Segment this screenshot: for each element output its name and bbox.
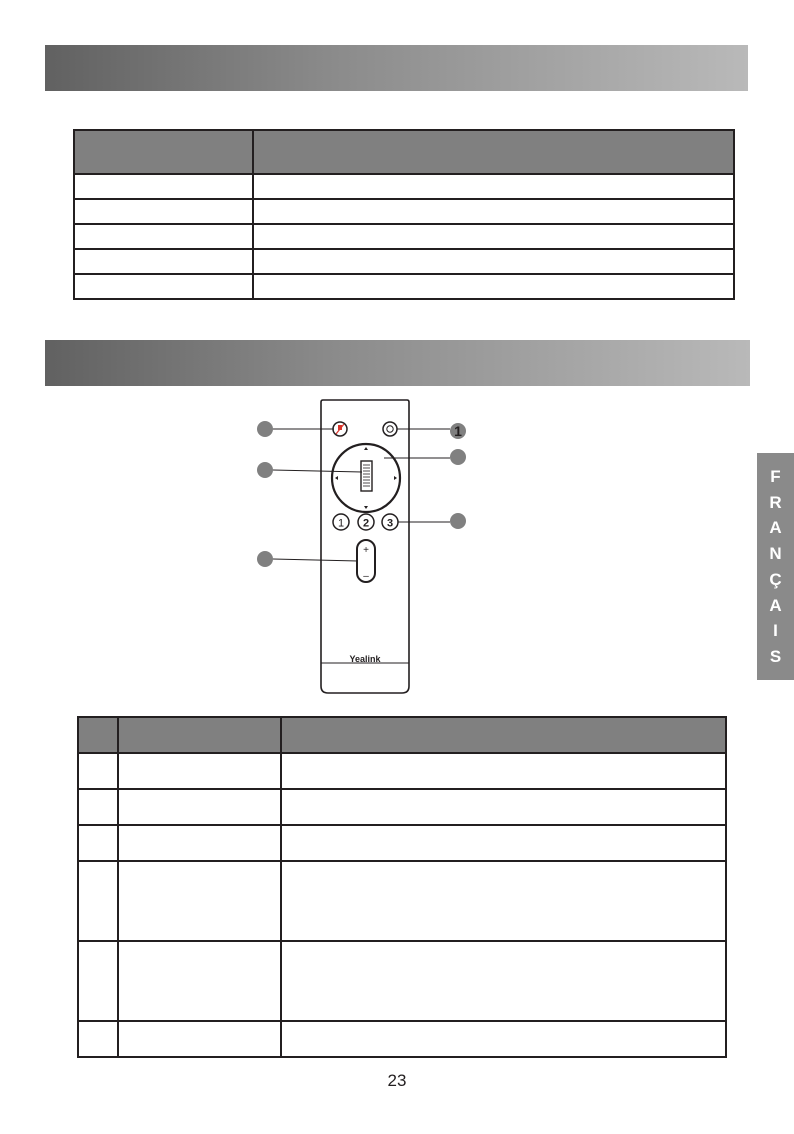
header-cell (78, 717, 118, 753)
table-row (78, 753, 726, 789)
volume-down-label: – (363, 571, 369, 582)
language-side-tab (757, 453, 794, 680)
preset-button-2 (358, 514, 374, 530)
table-row (78, 861, 726, 941)
table-row (74, 199, 734, 224)
table-row (74, 174, 734, 199)
svg-text:3: 3 (386, 517, 394, 530)
table-row (74, 224, 734, 249)
power-button (383, 422, 397, 436)
mute-button (333, 422, 347, 436)
table-row (78, 789, 726, 825)
svg-text:1: 1 (454, 423, 462, 439)
svg-text:1: 1 (337, 517, 345, 530)
volume-up-label: + (363, 545, 369, 556)
table-header-row (78, 717, 726, 753)
zoom-rocker (361, 461, 372, 491)
volume-rocker (357, 540, 375, 582)
remote-control-illustration (250, 396, 480, 696)
header-cell (74, 130, 253, 174)
side-tab-letter: S (769, 647, 782, 667)
side-tab-letter: A (769, 518, 782, 538)
header-cell (281, 717, 726, 753)
table-row (78, 1021, 726, 1057)
side-tab-letter: I (773, 621, 778, 641)
spec-table (73, 129, 735, 300)
side-tab-letter: N (769, 544, 782, 564)
preset-button-3 (382, 514, 398, 530)
button-description-table (77, 716, 727, 1058)
table-row (78, 825, 726, 861)
page-number: 23 (387, 1071, 407, 1090)
side-tab-letter: Ç (769, 569, 782, 589)
side-tab-letter: A (769, 595, 782, 615)
section-header-band (45, 45, 748, 91)
header-cell (253, 130, 734, 174)
table-row (74, 274, 734, 299)
section-header-band (45, 340, 750, 386)
brand-logo: Yealink (349, 654, 381, 664)
side-tab-letter: R (769, 492, 782, 512)
table-header-row (74, 130, 734, 174)
svg-text:2: 2 (362, 517, 370, 530)
header-cell (118, 717, 281, 753)
table-row (78, 941, 726, 1021)
table-row (74, 249, 734, 274)
navigation-ring (332, 444, 400, 512)
side-tab-letter: F (770, 466, 781, 486)
preset-button-1 (333, 514, 349, 530)
